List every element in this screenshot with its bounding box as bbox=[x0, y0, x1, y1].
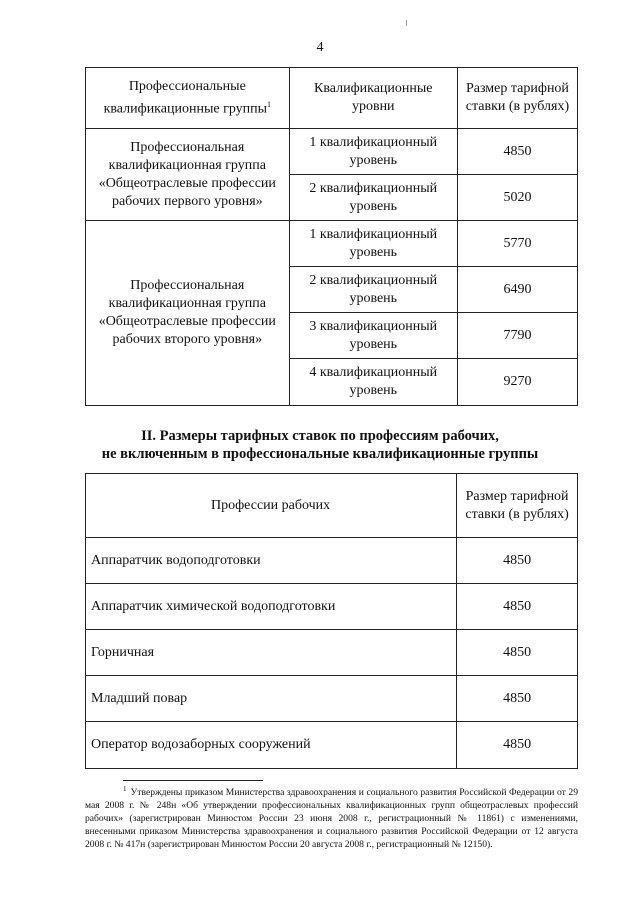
header-rate: Размер тарифной ставки (в рублях) bbox=[457, 474, 578, 538]
level-cell: 4 квалификационный уровень bbox=[289, 359, 457, 406]
footnote-divider bbox=[123, 780, 263, 781]
footnote-text: Утверждены приказом Министерства здравоохранения и социального развития Российской Федерации от 29 мая 2008 г. № 248н «Об утверждении профессиональных квалификационных групп общеотраслевых профессий рабочих» (зарегистрирован Минюстом России 23 июня 2008 г., регистрационный № 11861) с изменениями, внесенными приказом Министерства здравоохранения и социального развития Российской Федерации от 12 августа 2008 г. № 417н (зарегистрирован Минюстом России 20 августа 2008 г., регистрационный № 12150). bbox=[85, 787, 578, 851]
rate-cell: 4850 bbox=[457, 722, 578, 769]
rate-cell: 4850 bbox=[457, 584, 578, 630]
rate-cell: 4850 bbox=[457, 129, 577, 175]
profession-cell: Аппаратчик водоподготовки bbox=[86, 538, 457, 584]
table-row bbox=[86, 538, 578, 584]
rate-cell: 6490 bbox=[457, 267, 577, 313]
header-rate: Размер тарифной ставки (в рублях) bbox=[457, 68, 577, 129]
level-cell: 2 квалификационный уровень bbox=[289, 175, 457, 221]
rate-cell: 5020 bbox=[457, 175, 577, 221]
profession-cell: Аппаратчик химической водоподготовки bbox=[86, 584, 457, 630]
table-row bbox=[86, 584, 578, 630]
table-header-row bbox=[86, 68, 578, 129]
table-row bbox=[86, 129, 578, 175]
section-title-line1: II. Размеры тарифных ставок по профессиям рабочих, bbox=[141, 428, 499, 444]
group-name: Профессиональная квалификационная группа «Общеотраслевые профессии рабочих второго уровня» bbox=[86, 221, 290, 406]
qualification-groups-table bbox=[85, 67, 578, 406]
table-row bbox=[86, 722, 578, 769]
scan-mark bbox=[406, 20, 407, 26]
header-groups bbox=[86, 68, 290, 129]
level-cell: 1 квалификационный уровень bbox=[289, 221, 457, 267]
professions-table bbox=[85, 473, 578, 769]
table-row bbox=[86, 630, 578, 676]
header-professions: Профессии рабочих bbox=[86, 474, 457, 538]
rate-cell: 4850 bbox=[457, 538, 578, 584]
profession-cell: Младший повар bbox=[86, 676, 457, 722]
rate-cell: 4850 bbox=[457, 676, 578, 722]
footnote-ref: 1 bbox=[267, 99, 272, 109]
level-cell: 2 квалификационный уровень bbox=[289, 267, 457, 313]
rate-cell: 7790 bbox=[457, 313, 577, 359]
page-number: 4 bbox=[316, 40, 324, 55]
section-title bbox=[0, 427, 640, 463]
table-header-row bbox=[86, 474, 578, 538]
footnote bbox=[85, 783, 578, 851]
rate-cell: 9270 bbox=[457, 359, 577, 406]
table-row bbox=[86, 676, 578, 722]
group-name: Профессиональная квалификационная группа «Общеотраслевые профессии рабочих первого уровня» bbox=[86, 129, 290, 221]
header-levels: Квалификационные уровни bbox=[289, 68, 457, 129]
table-row bbox=[86, 221, 578, 267]
level-cell: 1 квалификационный уровень bbox=[289, 129, 457, 175]
footnote-mark: 1 bbox=[123, 785, 127, 793]
rate-cell: 4850 bbox=[457, 630, 578, 676]
profession-cell: Оператор водозаборных сооружений bbox=[86, 722, 457, 769]
rate-cell: 5770 bbox=[457, 221, 577, 267]
section-title-line2: не включенным в профессиональные квалификационные группы bbox=[101, 446, 539, 462]
level-cell: 3 квалификационный уровень bbox=[289, 313, 457, 359]
header-groups-label: Профессиональные квалификационные группы bbox=[103, 78, 268, 117]
profession-cell: Горничная bbox=[86, 630, 457, 676]
